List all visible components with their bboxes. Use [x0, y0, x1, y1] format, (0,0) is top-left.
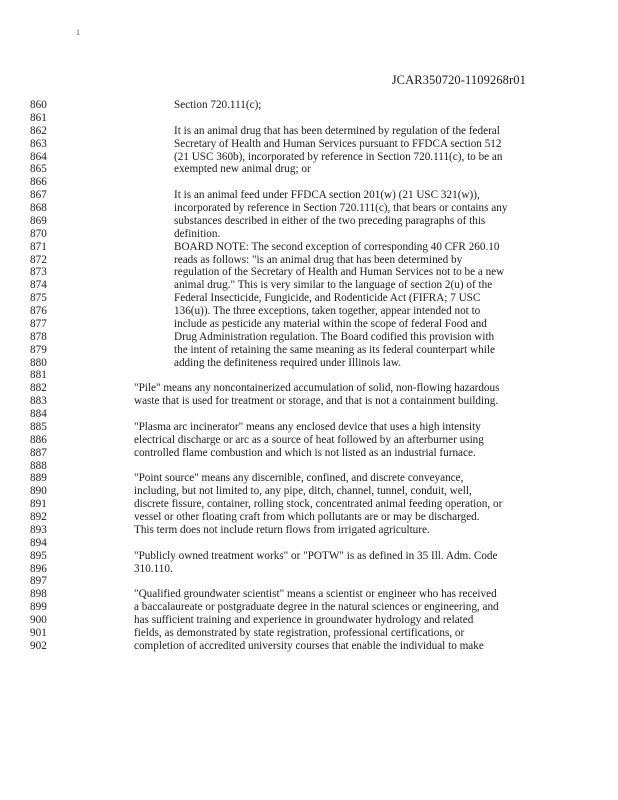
- line-number: 860: [30, 99, 47, 111]
- line-number: 894: [30, 536, 47, 549]
- line-number: 866: [30, 176, 47, 189]
- line-text: Drug Administration regulation. The Board codified this provision with: [174, 330, 495, 343]
- document-line: [0, 640, 618, 653]
- line-text: animal drug." This is very similar to the language of section 2(u) of the: [174, 279, 493, 292]
- line-text: include as pesticide any material within the scope of federal Food and: [174, 317, 487, 330]
- line-number: 902: [30, 639, 47, 652]
- document-line: [0, 125, 618, 138]
- document-line: [0, 511, 618, 524]
- line-text: including, but not limited to, any pipe, ditch, channel, tunnel, conduit, well,: [134, 485, 472, 498]
- line-text: electrical discharge or arc as a source of heat followed by an afterburner using: [134, 433, 484, 446]
- line-number: 890: [30, 485, 47, 498]
- line-text: 136(u)). The three exceptions, taken together, appear intended not to: [174, 305, 481, 317]
- line-number: 880: [30, 356, 47, 369]
- line-number: 897: [30, 575, 47, 588]
- line-text: "Plasma arc incinerator" means any enclosed device that uses a high intensity: [134, 420, 481, 433]
- document-line: [0, 434, 618, 447]
- document-line: [0, 472, 618, 485]
- line-text: fields, as demonstrated by state registration, professional certifications, or: [134, 626, 465, 639]
- line-number: 879: [30, 343, 47, 356]
- line-number: 872: [30, 253, 47, 266]
- line-number: 861: [30, 111, 47, 124]
- line-text: discrete fissure, container, rolling stock, concentrated animal feeding operation, or: [134, 498, 503, 511]
- document-line: [0, 318, 618, 331]
- line-number: 884: [30, 408, 47, 420]
- line-text: "Publicly owned treatment works" or "POTW" is as defined in 35 Ill. Adm. Code: [134, 549, 498, 562]
- line-text: "Pile" means any noncontainerized accumulation of solid, non-flowing hazardous: [134, 382, 500, 395]
- page-mark: 1: [76, 28, 80, 37]
- line-number: 885: [30, 420, 47, 433]
- document-line: [0, 588, 618, 601]
- line-number: 896: [30, 562, 47, 575]
- line-number: 869: [30, 214, 47, 227]
- line-number: 893: [30, 523, 47, 536]
- document-line: [0, 266, 618, 279]
- document-line: [0, 460, 618, 473]
- line-number: 883: [30, 395, 47, 408]
- line-number: 901: [30, 626, 47, 639]
- document-line: [0, 382, 618, 395]
- line-text: incorporated by reference in Section 720.111(c), that bears or contains any: [174, 202, 508, 214]
- line-number: 873: [30, 266, 47, 279]
- line-number: 874: [30, 279, 47, 292]
- line-number: 877: [30, 317, 47, 330]
- line-text: exempted new animal drug; or: [174, 163, 311, 176]
- line-number: 887: [30, 446, 47, 459]
- line-text: completion of accredited university courses that enable the individual to make: [134, 639, 484, 652]
- document-line: [0, 99, 618, 112]
- document-line: [0, 163, 618, 176]
- line-number: 892: [30, 511, 47, 523]
- document-line: [0, 421, 618, 434]
- document-line: [0, 151, 618, 164]
- line-number: 862: [30, 124, 47, 137]
- line-number: 881: [30, 369, 47, 382]
- document-line: [0, 138, 618, 151]
- document-line: [0, 112, 618, 125]
- line-text: (21 USC 360b), incorporated by reference in Section 720.111(c), to be an: [174, 150, 503, 163]
- document-line: [0, 550, 618, 563]
- document-line: [0, 292, 618, 305]
- document-line: [0, 485, 618, 498]
- document-line: [0, 395, 618, 408]
- line-number: 864: [30, 150, 47, 163]
- line-number: 895: [30, 549, 47, 562]
- line-text: 310.110.: [134, 562, 173, 575]
- document-line: [0, 254, 618, 267]
- line-number: 898: [30, 588, 47, 601]
- line-number: 871: [30, 240, 47, 253]
- line-number: 886: [30, 433, 47, 446]
- line-text: has sufficient training and experience in groundwater hydrology and related: [134, 614, 474, 626]
- line-text: Section 720.111(c);: [174, 99, 262, 111]
- line-number: 882: [30, 382, 47, 395]
- line-number: 865: [30, 163, 47, 176]
- line-text: a baccalaureate or postgraduate degree in the natural sciences or engineering, and: [134, 601, 499, 614]
- line-number: 876: [30, 305, 47, 317]
- line-text: the intent of retaining the same meaning as its federal counterpart while: [174, 343, 495, 356]
- document-line: [0, 627, 618, 640]
- line-number: 889: [30, 472, 47, 485]
- document-line: [0, 241, 618, 254]
- line-text: controlled flame combustion and which is not listed as an industrial furnace.: [134, 446, 476, 459]
- line-text: definition.: [174, 227, 221, 240]
- line-text: "Point source" means any discernible, confined, and discrete conveyance,: [134, 472, 464, 485]
- line-number: 900: [30, 614, 47, 626]
- line-text: BOARD NOTE: The second exception of corresponding 40 CFR 260.10: [174, 240, 500, 253]
- line-number: 875: [30, 292, 47, 305]
- line-number: 878: [30, 330, 47, 343]
- document-line: [0, 447, 618, 460]
- document-line: [0, 563, 618, 576]
- document-line: [0, 176, 618, 189]
- line-number: 867: [30, 189, 47, 202]
- document-line: [0, 215, 618, 228]
- line-text: "Qualified groundwater scientist" means a scientist or engineer who has received: [134, 588, 497, 601]
- line-number: 863: [30, 137, 47, 150]
- numbered-lines: [0, 99, 618, 653]
- line-text: Federal Insecticide, Fungicide, and Rodenticide Act (FIFRA; 7 USC: [174, 292, 481, 305]
- line-text: reads as follows: "is an animal drug that has been determined by: [174, 253, 463, 266]
- document-line: [0, 575, 618, 588]
- document-line: [0, 498, 618, 511]
- document-line: [0, 189, 618, 202]
- line-text: It is an animal feed under FFDCA section 201(w) (21 USC 321(w)),: [174, 189, 480, 202]
- document-line: [0, 344, 618, 357]
- document-line: [0, 537, 618, 550]
- line-text: This term does not include return flows from irrigated agriculture.: [134, 523, 430, 536]
- document-line: [0, 614, 618, 627]
- document-line: [0, 408, 618, 421]
- document-line: [0, 331, 618, 344]
- document-line: [0, 228, 618, 241]
- line-number: 899: [30, 601, 47, 614]
- line-text: waste that is used for treatment or storage, and that is not a containment building.: [134, 395, 499, 408]
- document-line: [0, 305, 618, 318]
- line-number: 868: [30, 202, 47, 214]
- document-id-header: JCAR350720-1109268r01: [391, 73, 526, 87]
- document-line: [0, 369, 618, 382]
- document-line: [0, 202, 618, 215]
- line-number: 891: [30, 498, 47, 511]
- line-number: 870: [30, 227, 47, 240]
- document-line: [0, 279, 618, 292]
- line-text: vessel or other floating craft from which pollutants are or may be discharged.: [134, 511, 480, 523]
- document-line: [0, 524, 618, 537]
- line-number: 888: [30, 459, 47, 472]
- document-line: [0, 357, 618, 370]
- line-text: Secretary of Health and Human Services pursuant to FFDCA section 512: [174, 137, 502, 150]
- line-text: adding the definiteness required under Illinois law.: [174, 356, 401, 369]
- line-text: substances described in either of the two preceding paragraphs of this: [174, 214, 486, 227]
- document-line: [0, 601, 618, 614]
- line-text: regulation of the Secretary of Health and Human Services not to be a new: [174, 266, 505, 279]
- line-text: It is an animal drug that has been determined by regulation of the federal: [174, 124, 500, 137]
